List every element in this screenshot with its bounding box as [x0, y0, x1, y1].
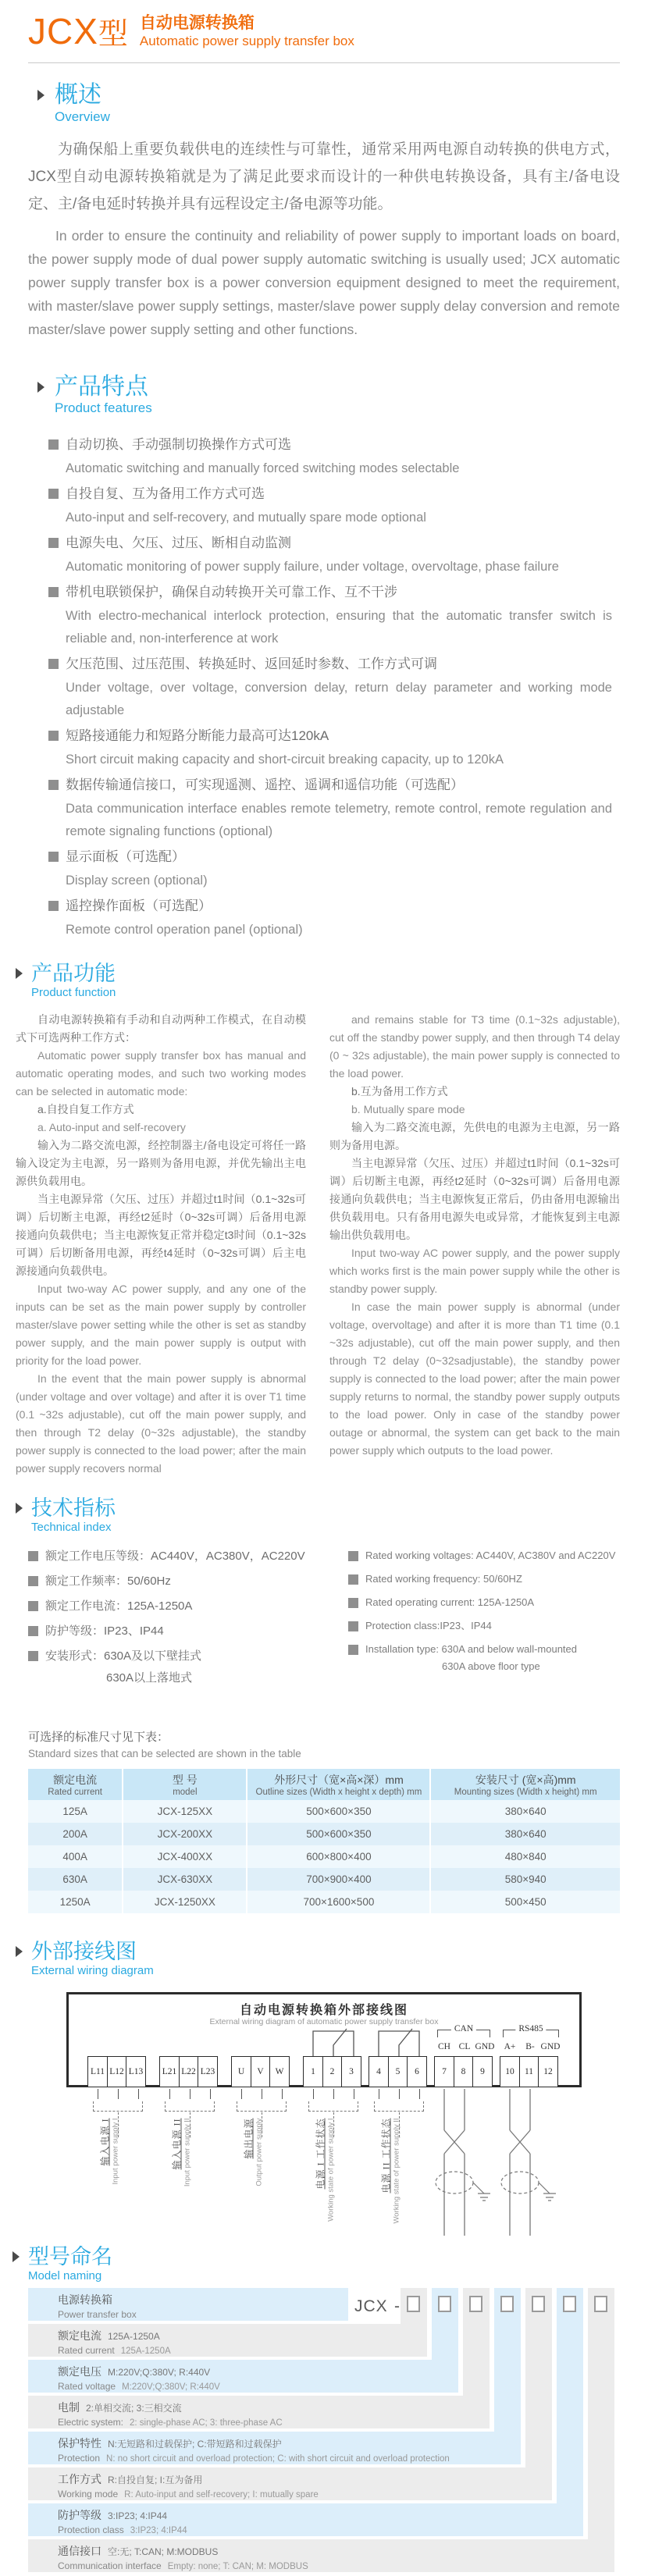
table-row: [28, 1800, 620, 1823]
naming-cn-detail: N:无短路和过载保护; C:带短路和过载保护: [108, 2438, 282, 2450]
feature-cn-text: 显示面板（可选配）: [66, 849, 185, 864]
cell-rated-current: 630A: [28, 1868, 123, 1891]
section-marker-icon: [37, 90, 45, 101]
terminal: L22: [179, 2056, 199, 2087]
feature-cn: [48, 845, 620, 870]
terminal: 2: [322, 2056, 343, 2087]
feature-cn-text: 欠压范围、过压范围、转换延时、返回延时参数、工作方式可调: [66, 656, 437, 671]
model-code-box: [532, 2296, 545, 2312]
naming-row: [28, 2539, 614, 2572]
features-title-cn: 产品特点: [55, 373, 148, 400]
wire-tick: [210, 2089, 211, 2099]
group-label-en: Working state of power supply II: [392, 2118, 401, 2224]
col-header-en: Rated current: [48, 1787, 102, 1797]
group-bracket: [374, 2101, 424, 2112]
feature-cn: [48, 482, 620, 507]
feature-item: [48, 482, 620, 529]
model-code-box: [594, 2296, 607, 2312]
group-label-cn: 输出电源: [243, 2118, 255, 2159]
model-code-box: [469, 2296, 482, 2312]
naming-cn: 电源转换箱: [58, 2293, 112, 2306]
cell-outline: 500×600×350: [247, 1800, 430, 1823]
naming-en: Working mode: [58, 2488, 119, 2500]
section-marker-icon: [16, 1503, 23, 1514]
feature-item: [48, 894, 620, 941]
bullet-square-icon: [48, 731, 59, 741]
pin-label: B-: [525, 2041, 535, 2051]
naming-cn: 防护等级: [58, 2508, 101, 2521]
wire-tick: [313, 2089, 314, 2099]
wiring-fig-title-cn: 自动电源转换箱外部接线图: [239, 2003, 408, 2017]
wire-tick: [118, 2089, 119, 2099]
sizes-note-en: Standard sizes that can be selected are shown in the table: [28, 1747, 301, 1759]
feature-en-text: Automatic switching and manually forced switching modes selectable: [66, 461, 460, 475]
cell-mounting: 480×840: [430, 1845, 620, 1868]
naming-row: [28, 2324, 427, 2357]
overview-paragraph-cn: 为确保船上重要负载供电的连续性与可靠性，通常采用两电源自动转换的供电方式，JCX型自动电源转换箱就是为了满足此要求而设计的一种供电转换设备，具有主/备电设定、主/备电延时转换并具有远程设定主/备电源等功能。: [28, 141, 620, 212]
function-paragraph: 输入为二路交流电源，先供电的电源为主电源，另一路则为备用电源。: [329, 1120, 620, 1151]
terminal: 5: [388, 2056, 408, 2087]
cell-mounting: 380×640: [430, 1800, 620, 1823]
sizes-note-cn: 可选择的标准尺寸见下表：: [28, 1730, 169, 1744]
model-code-box: [438, 2296, 451, 2312]
naming-row: [28, 2396, 490, 2428]
terminal-group-rs485: [500, 2056, 557, 2087]
rs485-bus-label: RS485: [515, 2024, 546, 2033]
features-title-en: Product features: [55, 400, 152, 416]
table-row: [28, 1891, 620, 1913]
technical-item: [28, 1624, 348, 1638]
group-bracket: [308, 2101, 358, 2112]
technical-item-text: 防护等级：IP23、IP44: [45, 1624, 164, 1638]
wire-tick: [282, 2089, 283, 2099]
technical-item: [28, 1549, 348, 1564]
bullet-square-icon: [348, 1598, 358, 1608]
pin-label: CH: [438, 2041, 450, 2051]
function-title-cn: 产品功能: [31, 961, 116, 985]
group-label-en: Output power supply: [255, 2118, 264, 2186]
terminal: 12: [538, 2056, 558, 2087]
technical-item: [28, 1599, 348, 1614]
cell-outline: 600×800×400: [247, 1845, 430, 1868]
model-code-box: [407, 2296, 420, 2312]
section-features-heading: [28, 374, 620, 417]
section-marker-icon: [37, 382, 45, 393]
feature-item: [48, 773, 620, 843]
cell-rated-current: 400A: [28, 1845, 123, 1868]
col-header-en: model: [173, 1787, 198, 1797]
naming-en: Protection class: [58, 2524, 124, 2535]
naming-cn-detail: R:自投自复; I:互为备用: [108, 2474, 203, 2485]
feature-cn: [48, 773, 620, 798]
technical-item-text: 额定工作电流：125A-1250A: [45, 1599, 193, 1613]
naming-cn: 保护特性: [58, 2436, 101, 2450]
feature-cn: [48, 531, 620, 556]
model-code-box: [563, 2296, 576, 2312]
group-bracket: [165, 2101, 215, 2112]
sizes-table-header-row: [28, 1769, 620, 1800]
naming-row: [28, 2288, 348, 2321]
naming-en: Protection: [58, 2452, 101, 2464]
terminal: U: [231, 2056, 251, 2087]
feature-cn-text: 数据传输通信接口，可实现遥测、遥控、遥调和遥信功能（可选配）: [66, 777, 464, 792]
terminal: L11: [87, 2056, 108, 2087]
bullet-square-icon: [348, 1621, 358, 1631]
group-label-cn: 电源 II 工作状态: [380, 2118, 392, 2194]
group-label: [172, 2118, 193, 2243]
naming-row: [28, 2360, 458, 2393]
group-label-cn: 电源 I 工作状态: [315, 2118, 326, 2190]
can-bus-bracket: [437, 2023, 490, 2037]
model-code-box: [500, 2296, 514, 2312]
group-label: [315, 2118, 336, 2243]
pin-label: A+: [504, 2041, 516, 2051]
col-header-cn: 安装尺寸 (宽×高)mm: [475, 1773, 576, 1786]
feature-cn-text: 带机电联锁保护，确保自动转换开关可靠工作、互不干涉: [66, 584, 397, 600]
group-label-en: Input power supply II: [183, 2118, 192, 2187]
naming-cn: 通信接口: [58, 2544, 101, 2557]
naming-cn: 额定电压: [58, 2364, 101, 2378]
feature-cn-text: 电源失电、欠压、过压、断相自动监测: [66, 535, 291, 550]
can-bus-label: CAN: [451, 2024, 476, 2033]
model-naming-diagram: [28, 2288, 620, 2576]
function-paragraph: Automatic power supply transfer box has manual and automatic operating modes, and such two working modes can be selected in automatic mode:: [16, 1048, 306, 1098]
header-divider: [28, 62, 620, 63]
brand-titles: [140, 12, 354, 50]
technical-columns: [28, 1549, 620, 1695]
technical-item: [348, 1549, 620, 1562]
technical-item-extra: 630A以上落地式: [106, 1670, 193, 1685]
cell-mounting: 580×940: [430, 1868, 620, 1891]
table-row: [28, 1823, 620, 1845]
terminal: 11: [519, 2056, 539, 2087]
technical-item-text: 安装形式：630A及以下壁挂式: [45, 1649, 202, 1663]
brand-title-en: Automatic power supply transfer box: [139, 34, 354, 48]
terminal-group-output: [231, 2056, 289, 2087]
code-strip: [588, 2288, 614, 2539]
function-columns: [16, 1011, 631, 1478]
model-dash: -: [394, 2297, 400, 2315]
overview-paragraph-en: In order to ensure the continuity and reliability of power supply to important loads on board, the power supply mode of dual power supply automatic switching is usually used; JCX automatic power supply transfer box is a power conversion equipment designed to meet the requirement, with master/slave power supply settings, master/slave power supply delay conversion and remote master/slave power supply setting and other functions.: [28, 227, 620, 337]
naming-en: Communication interface: [58, 2560, 162, 2571]
code-strip: [557, 2288, 583, 2503]
naming-cn: 电制: [58, 2400, 80, 2414]
features-list: [48, 432, 620, 941]
naming-en-detail: R: Auto-input and self-recovery; I: mutually spare: [124, 2489, 319, 2500]
naming-cn-detail: 2:单相交流; 3:三相交流: [86, 2402, 182, 2414]
bullet-square-icon: [48, 901, 59, 911]
feature-en-text: With electro-mechanical interlock protection, ensuring that the automatic transfer switch is reliable and, non-interference at work: [66, 608, 612, 646]
terminal-group-can: [434, 2056, 492, 2087]
cell-model: JCX-630XX: [123, 1868, 247, 1891]
technical-item-text: Installation type: 630A and below wall-mounted: [365, 1642, 578, 1655]
feature-en-text: Under voltage, over voltage, conversion delay, return delay parameter and working mode adjustable: [66, 680, 612, 717]
group-label: [100, 2118, 121, 2243]
feature-en-text: Automatic monitoring of power supply failure, under voltage, overvoltage, phase failure: [66, 559, 559, 574]
naming-en: Rated voltage: [58, 2380, 116, 2392]
terminal: 9: [472, 2056, 493, 2087]
feature-cn: [48, 894, 620, 919]
pin-label: GND: [475, 2041, 495, 2051]
naming-cn-detail: 空:无; T:CAN; M:MODBUS: [108, 2546, 219, 2557]
cell-rated-current: 125A: [28, 1800, 123, 1823]
technical-title-en: Technical index: [31, 1520, 112, 1534]
feature-cn: [48, 652, 620, 677]
brand-title-cn: 自动电源转换箱: [139, 14, 255, 32]
bullet-square-icon: [48, 538, 59, 548]
naming-en-detail: N: no short circuit and overload protection; C: with short circuit and overload protection: [106, 2453, 450, 2464]
brand-header: [28, 0, 620, 53]
feature-item: [48, 531, 620, 578]
function-column-right: [329, 1011, 620, 1478]
feature-en-text: Display screen (optional): [66, 873, 208, 888]
bullet-square-icon: [48, 659, 59, 669]
naming-en-detail: 3:IP23; 4:IP44: [130, 2525, 187, 2535]
terminal: W: [269, 2056, 290, 2087]
bullet-square-icon: [348, 1551, 358, 1561]
overview-title-en: Overview: [55, 109, 110, 124]
bullet-square-icon: [48, 439, 59, 450]
function-column-left: [16, 1011, 306, 1478]
feature-en-text: Remote control operation panel (optional): [66, 922, 303, 937]
terminal: 6: [407, 2056, 427, 2087]
feature-cn: [48, 432, 620, 457]
function-paragraph: Input two-way AC power supply, and any one of the inputs can be set as the main power supply by controller master/slave power setting while the other is set as standby power supply, and the main power supply is output with priority for the load power.: [16, 1282, 306, 1367]
rs485-bus-bracket: [503, 2023, 559, 2037]
bullet-square-icon: [348, 1574, 358, 1585]
bullet-square-icon: [28, 1651, 38, 1661]
naming-en: Electric system:: [58, 2416, 124, 2428]
wire-tick: [138, 2089, 139, 2099]
group-label-cn: 输入电源 I: [99, 2118, 111, 2166]
pin-label: CL: [458, 2041, 471, 2051]
feature-cn-text: 遥控操作面板（可选配）: [66, 898, 212, 913]
cell-model: JCX-400XX: [123, 1845, 247, 1868]
section-overview-heading: [28, 82, 620, 125]
section-marker-icon: [12, 2251, 20, 2262]
code-strip: [525, 2288, 552, 2467]
bullet-square-icon: [28, 1576, 38, 1586]
technical-item-text: Protection class:IP23、IP44: [365, 1619, 492, 1631]
bullet-square-icon: [28, 1551, 38, 1561]
terminal-group-input1: [87, 2056, 145, 2087]
feature-cn-text: 短路接通能力和短路分断能力最高可达120kA: [66, 728, 329, 743]
naming-cn-detail: 125A-1250A: [108, 2330, 160, 2342]
technical-item-text: 额定工作频率：50/60Hz: [45, 1574, 171, 1588]
technical-item: [348, 1619, 620, 1632]
terminal: 1: [303, 2056, 323, 2087]
col-header-cn: 型 号: [172, 1773, 198, 1786]
group-bracket: [93, 2101, 143, 2112]
naming-row: [28, 2503, 583, 2536]
col-header-cn: 额定电流: [53, 1773, 98, 1786]
section-function-heading: [16, 962, 620, 1000]
bullet-square-icon: [48, 852, 59, 862]
cell-rated-current: 1250A: [28, 1891, 123, 1913]
naming-en-detail: 125A-1250A: [120, 2346, 171, 2356]
group-label: [244, 2118, 265, 2243]
sizes-col-mounting: [430, 1769, 620, 1800]
group-bracket: [237, 2101, 287, 2112]
col-header-en: Mounting sizes (Width x height) mm: [454, 1787, 597, 1797]
function-paragraph: 当主电源异常（欠压、过压）并超过t1时间（0.1~32s可调）后切断主电源，再经t2延时（0~32s可调）后备用电源接通向负载供电；当主电源恢复正常并稳定t3时间（0.1~32s可调）后切断备用电源，再经t4延时（0~32s可调）后主电源接通向负载供电。: [16, 1192, 306, 1277]
group-label-en: Working state of power supply I: [326, 2118, 336, 2222]
feature-en-text: Short circuit making capacity and short-circuit breaking capacity, up to 120kA: [66, 752, 504, 767]
naming-en-detail: Empty: none; T: CAN; M: MODBUS: [167, 2561, 308, 2571]
naming-title-en: Model naming: [28, 2268, 102, 2282]
function-paragraph: and remains stable for T3 time (0.1~32s adjustable), cut off the standby power supply, and then through T4 delay (0 ~ 32s adjustable), the main power supply is connected to the load power.: [329, 1012, 620, 1080]
terminal: L21: [159, 2056, 180, 2087]
cell-outline: 700×900×400: [247, 1868, 430, 1891]
brand-model-text: JCX: [28, 11, 98, 52]
naming-row: [28, 2432, 521, 2464]
feature-item: [48, 845, 620, 892]
pin-label: GND: [540, 2041, 561, 2051]
technical-item-text: 额定工作电压等级：AC440V，AC380V，AC220V: [45, 1549, 305, 1563]
overview-title-cn: 概述: [55, 82, 101, 108]
wire-tick: [419, 2089, 420, 2099]
cell-rated-current: 200A: [28, 1823, 123, 1845]
terminal-group-input2: [159, 2056, 217, 2087]
technical-column-en: [348, 1549, 620, 1695]
feature-item: [48, 652, 620, 722]
section-marker-icon: [16, 1946, 23, 1957]
wiring-title-cn: 外部接线图: [31, 1939, 137, 1963]
feature-item: [48, 432, 620, 480]
technical-title-cn: 技术指标: [31, 1496, 116, 1520]
terminal: L12: [107, 2056, 127, 2087]
technical-column-cn: [28, 1549, 348, 1695]
technical-item: [348, 1596, 620, 1609]
terminal: 3: [341, 2056, 361, 2087]
wire-tick: [169, 2089, 170, 2099]
cell-outline: 700×1600×500: [247, 1891, 430, 1913]
technical-item: [348, 1572, 620, 1585]
section-naming-heading: [12, 2245, 620, 2283]
terminal: 7: [434, 2056, 454, 2087]
section-marker-icon: [16, 968, 23, 979]
bullet-square-icon: [48, 587, 59, 597]
wire-tick: [241, 2089, 242, 2099]
bullet-square-icon: [48, 780, 59, 790]
bullet-square-icon: [28, 1601, 38, 1611]
function-paragraph: b. Mutually spare mode: [351, 1102, 465, 1115]
section-wiring-heading: [16, 1940, 620, 1978]
function-title-en: Product function: [31, 985, 116, 999]
technical-item: [348, 1642, 620, 1656]
function-paragraph: a. Auto-input and self-recovery: [37, 1120, 186, 1133]
technical-item-text: Rated working frequency: 50/60HZ: [365, 1572, 522, 1585]
brand-model: [28, 12, 129, 53]
terminal: 10: [500, 2056, 520, 2087]
sizes-col-outline: [247, 1769, 430, 1800]
sizes-col-model: [123, 1769, 247, 1800]
feature-item: [48, 580, 620, 650]
naming-cn: 工作方式: [58, 2472, 101, 2485]
group-label-cn: 输入电源 II: [171, 2118, 183, 2170]
feature-en-text: Auto-input and self-recovery, and mutually spare mode optional: [66, 510, 426, 525]
terminal: L13: [126, 2056, 146, 2087]
feature-en-text: Data communication interface enables remote telemetry, remote control, remote regulation and remote signaling functions (optional): [66, 801, 612, 838]
terminal-group-state1: [303, 2056, 361, 2087]
wire-tick: [399, 2089, 400, 2099]
technical-item-text: Rated working voltages: AC440V, AC380V and AC220V: [365, 1549, 616, 1561]
feature-cn-text: 自动切换、手动强制切换操作方式可选: [66, 436, 291, 452]
group-label: [381, 2118, 402, 2243]
cell-model: JCX-1250XX: [123, 1891, 247, 1913]
bullet-square-icon: [28, 1626, 38, 1636]
terminal: V: [251, 2056, 271, 2087]
feature-item: [48, 724, 620, 771]
technical-item-text: Rated operating current: 125A-1250A: [365, 1596, 535, 1608]
naming-cn-detail: M:220V;Q:380V; R:440V: [108, 2366, 211, 2378]
naming-cn-detail: 3:IP23; 4:IP44: [108, 2510, 168, 2521]
cell-mounting: 500×450: [430, 1891, 620, 1913]
technical-item-extra: 630A above floor type: [442, 1660, 540, 1672]
feature-cn: [48, 724, 620, 749]
model-prefix: JCX: [354, 2297, 388, 2315]
naming-cn: 额定电流: [58, 2329, 101, 2342]
col-header-cn: 外形尺寸（宽×高×深）mm: [274, 1773, 404, 1786]
function-paragraph: a.自投自复工作方式: [37, 1102, 134, 1115]
function-paragraph: b.互为备用工作方式: [351, 1084, 448, 1098]
wire-tick: [333, 2089, 334, 2099]
cell-model: JCX-200XX: [123, 1823, 247, 1845]
cell-model: JCX-125XX: [123, 1800, 247, 1823]
naming-en: Power transfer box: [58, 2308, 137, 2320]
cell-mounting: 380×640: [430, 1823, 620, 1845]
terminal: 8: [454, 2056, 474, 2087]
wiring-fig-title-en: External wiring diagram of automatic power supply transfer box: [209, 2016, 439, 2026]
technical-item: [28, 1649, 348, 1663]
terminal: 4: [369, 2056, 389, 2087]
feature-cn: [48, 580, 620, 605]
terminal-group-state2: [369, 2056, 426, 2087]
function-paragraph: In the event that the main power supply is abnormal (under voltage and over voltage) and after it is over T1 time (0.1 ~32s adjustable), cut off the main power supply, and then through T2 delay (0~32s adjustable), the standby power supply is connected to the load power; after the main power supply recovers normal: [16, 1372, 306, 1475]
function-paragraph: 自动电源转换箱有手动和自动两种工作模式，在自动模式下可选两种工作方式：: [16, 1012, 306, 1044]
function-paragraph: 当主电源异常（欠压、过压）并超过t1时间（0.1~32s可调）后切断主电源，再经t2延时（0~32s可调）后备用电源接通向负载供电；当主电源恢复正常后，仍由备用电源输出供负载用电。只有备用电源失电或异常，才能恢复到主电源输出供负载用电。: [329, 1156, 620, 1241]
bullet-square-icon: [348, 1645, 358, 1655]
technical-item: [28, 1574, 348, 1589]
sizes-table: [28, 1769, 620, 1913]
function-paragraph: Input two-way AC power supply, and the power supply which works first is the main power supply while the other is standby power supply.: [329, 1246, 620, 1295]
naming-en-detail: 2: single-phase AC; 3: three-phase AC: [130, 2418, 283, 2428]
table-row: [28, 1868, 620, 1891]
naming-row: [28, 2467, 552, 2500]
section-technical-heading: [16, 1496, 620, 1535]
brand-model-suffix: 型: [98, 18, 129, 51]
sizes-col-rated-current: [28, 1769, 123, 1800]
group-label-en: Input power supply I: [111, 2118, 120, 2185]
terminal: L23: [198, 2056, 218, 2087]
table-row: [28, 1845, 620, 1868]
wiring-title-en: External wiring diagram: [31, 1963, 154, 1977]
wiring-diagram: [0, 1986, 648, 2243]
feature-cn-text: 自投自复、互为备用工作方式可选: [66, 486, 265, 501]
naming-en-detail: M:220V;Q:380V; R:440V: [122, 2382, 220, 2392]
naming-en: Rated current: [58, 2344, 115, 2356]
naming-title-cn: 型号命名: [28, 2244, 112, 2268]
cell-outline: 500×600×350: [247, 1823, 430, 1845]
function-paragraph: In case the main power supply is abnormal (under voltage, overvoltage) and after it is more than T1 time (0.1 ~32s adjustable), cut off the main power supply, and then through T2 delay (0~32sadjustable), the standby power supply is connected to the load power; after the main power supply returns to normal, the standby power supply outputs to the load power. Only in case of the standby power outage or abnormal, the system can get back to the main power supply which outputs to the load power.: [329, 1300, 620, 1457]
function-paragraph: 输入为二路交流电源，经控制器主/备电设定可将任一路输入设定为主电源，另一路则为备用电源，并优先输出主电源供负载用电。: [16, 1138, 306, 1187]
bullet-square-icon: [48, 489, 59, 499]
col-header-en: Outline sizes (Width x height x depth) mm: [255, 1787, 422, 1797]
